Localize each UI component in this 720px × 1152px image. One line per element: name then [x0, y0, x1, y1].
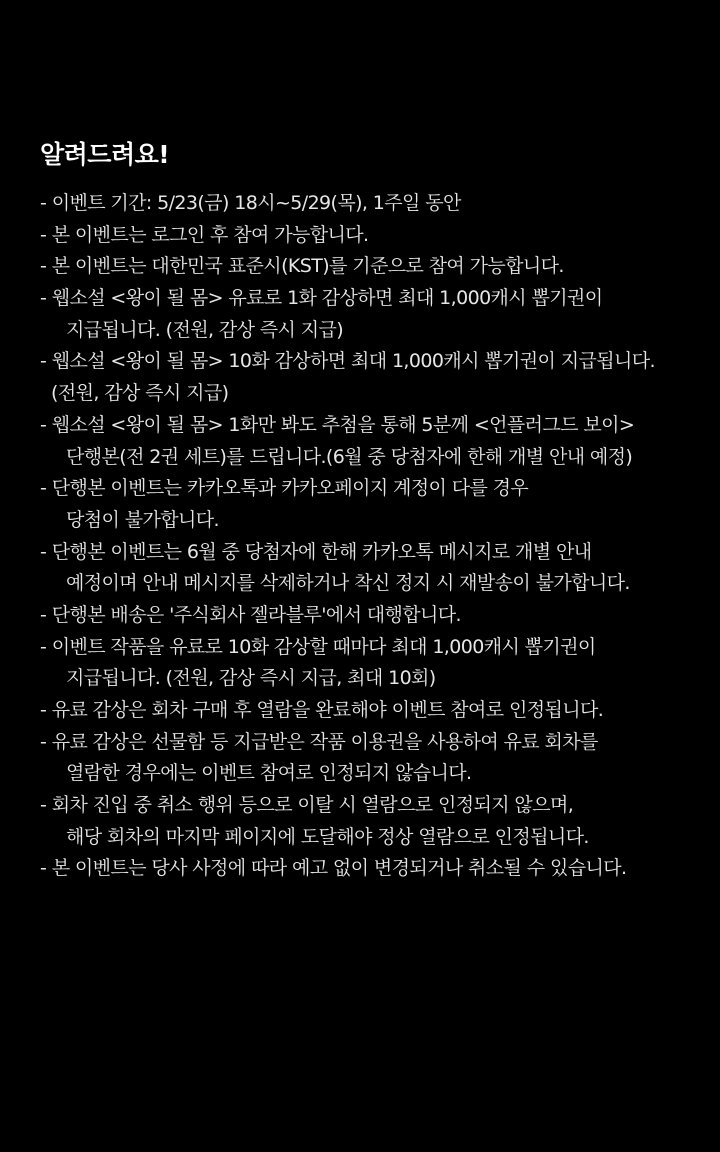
notice-line: - 단행본 이벤트는 6월 중 당첨자에 한해 카카오톡 메시지로 개별 안내: [40, 540, 592, 563]
notice-line: - 유료 감상은 선물함 등 지급받은 작품 이용권을 사용하여 유료 회차를: [40, 730, 598, 753]
event-notice: [40, 138, 710, 885]
notice-line: - 본 이벤트는 당사 사정에 따라 예고 없이 변경되거나 취소될 수 있습니다.: [40, 857, 627, 880]
notice-line: - 회차 진입 중 취소 행위 등으로 이탈 시 열람으로 인정되지 않으며,: [40, 794, 574, 817]
notice-line: - 이벤트 작품을 유료로 10화 감상할 때마다 최대 1,000캐시 뽑기권이: [40, 635, 596, 658]
notice-line: - 본 이벤트는 로그인 후 참여 가능합니다.: [40, 223, 369, 246]
notice-line: - 유료 감상은 회차 구매 후 열람을 완료해야 이벤트 참여로 인정됩니다.: [40, 699, 604, 721]
notice-line: - 이벤트 기간: 5/23(금) 18시~5/29(목), 1주일 동안: [40, 192, 461, 214]
notice-line: - 웹소설 <왕이 될 몸> 10화 감상하면 최대 1,000캐시 뽑기권이 지급됩니다.: [40, 350, 655, 373]
notice-line-continuation: (전원, 감상 즉시 지급): [51, 382, 229, 405]
notice-line: - 본 이벤트는 대한민국 표준시(KST)를 기준으로 참여 가능합니다.: [40, 255, 564, 278]
notice-line-continuation: 열람한 경우에는 이벤트 참여로 인정되지 않습니다.: [66, 762, 472, 785]
notice-line: - 웹소설 <왕이 될 몸> 유료로 1화 감상하면 최대 1,000캐시 뽑기권이: [40, 287, 603, 310]
notice-line: - 단행본 배송은 '주식회사 젤라블루'에서 대행합니다.: [40, 603, 461, 626]
notice-line: - 단행본 이벤트는 카카오톡과 카카오페이지 계정이 다를 경우: [40, 477, 529, 500]
notice-list: [40, 188, 710, 885]
notice-line-continuation: 예정이며 안내 메시지를 삭제하거나 착신 정지 시 재발송이 불가합니다.: [66, 572, 630, 595]
notice-line-continuation: 지급됩니다. (전원, 감상 즉시 지급, 최대 10회): [66, 667, 436, 690]
notice-line-continuation: 해당 회차의 마지막 페이지에 도달해야 정상 열람으로 인정됩니다.: [66, 825, 589, 848]
notice-line-continuation: 단행본(전 2권 세트)를 드립니다.(6월 중 당첨자에 한해 개별 안내 예정): [66, 445, 633, 468]
notice-line-continuation: 지급됩니다. (전원, 감상 즉시 지급): [66, 318, 344, 341]
notice-line: - 웹소설 <왕이 될 몸> 1화만 봐도 추첨을 통해 5분께 <언플러그드 보이>: [40, 413, 635, 436]
notice-line-continuation: 당첨이 불가합니다.: [66, 508, 219, 531]
notice-title: 알려드려요!: [40, 140, 170, 169]
